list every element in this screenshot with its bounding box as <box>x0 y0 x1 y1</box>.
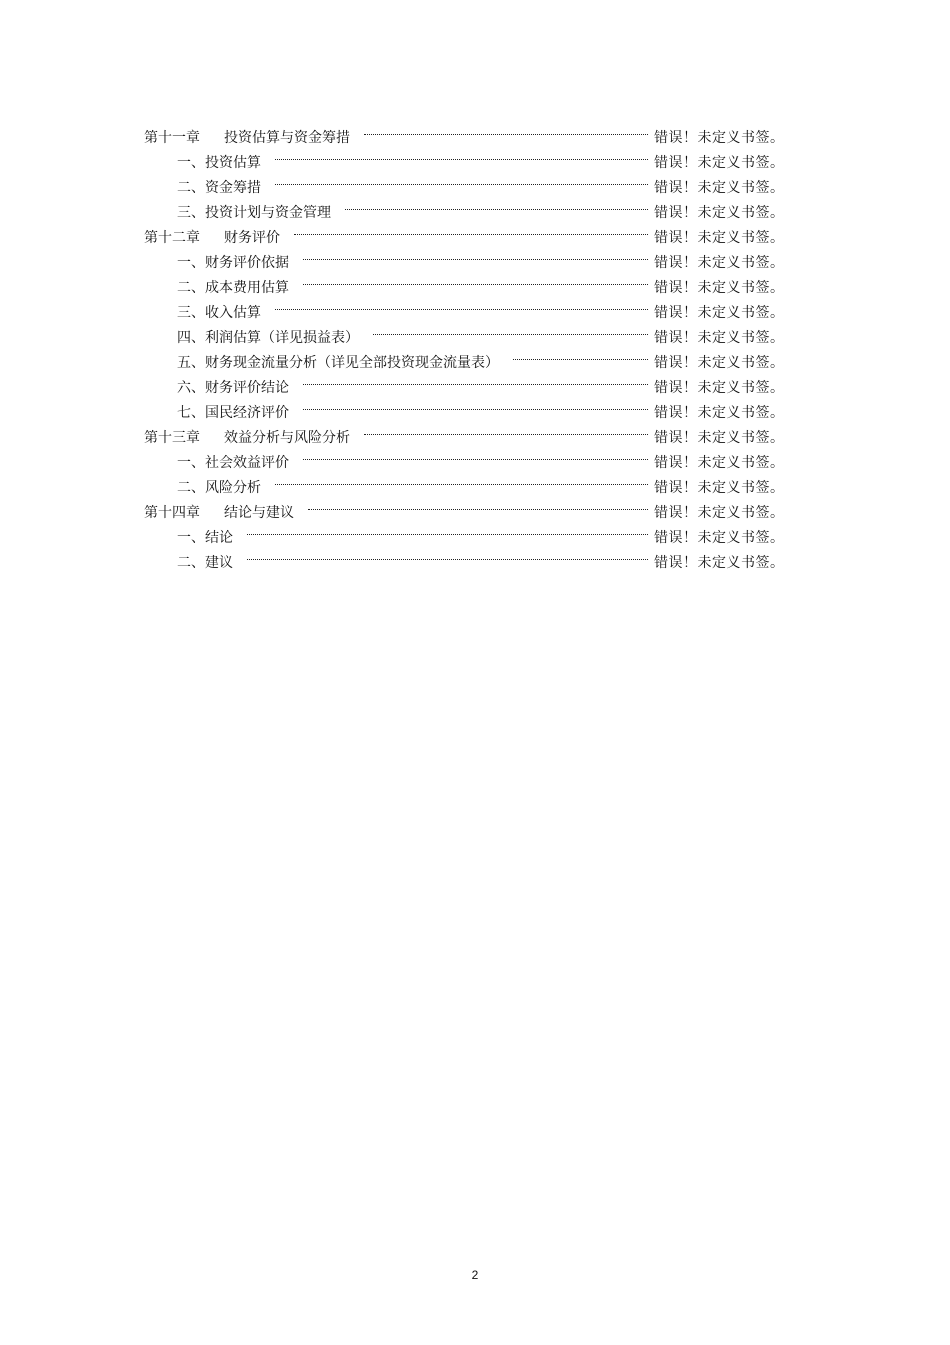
dot-leader <box>275 167 648 192</box>
toc-page-ref: 错误！未定义书签。 <box>654 330 785 346</box>
dot-leader <box>303 392 648 417</box>
chapter-title: 财务评价 <box>224 230 280 246</box>
dot-leader <box>303 242 648 267</box>
chapter-number: 第十一章 <box>144 130 200 146</box>
toc-entry-title: 一、社会效益评价 <box>177 455 289 471</box>
toc-page-ref: 错误！未定义书签。 <box>654 230 785 246</box>
toc-entry-title: 六、财务评价结论 <box>177 380 289 396</box>
toc-entry-title: 一、结论 <box>177 530 233 546</box>
chapter-title: 效益分析与风险分析 <box>224 430 350 446</box>
toc-page-ref: 错误！未定义书签。 <box>654 280 785 296</box>
toc-entry-title: 七、国民经济评价 <box>177 405 289 421</box>
toc-entry-title: 二、建议 <box>177 555 233 571</box>
toc-page-ref: 错误！未定义书签。 <box>654 205 785 221</box>
toc-page-ref: 错误！未定义书签。 <box>654 380 785 396</box>
chapter-title: 投资估算与资金筹措 <box>224 130 350 146</box>
toc-page-ref: 错误！未定义书签。 <box>654 530 785 546</box>
toc-entry-title: 二、成本费用估算 <box>177 280 289 296</box>
dot-leader <box>275 467 648 492</box>
dot-leader <box>364 117 648 142</box>
dot-leader <box>303 442 648 467</box>
dot-leader <box>364 417 648 442</box>
toc-entry-title: 五、财务现金流量分析（详见全部投资现金流量表） <box>177 355 499 371</box>
toc-entry-title: 一、财务评价依据 <box>177 255 289 271</box>
chapter-title: 结论与建议 <box>224 505 294 521</box>
dot-leader <box>275 292 648 317</box>
dot-leader <box>303 267 648 292</box>
toc-page-ref: 错误！未定义书签。 <box>654 405 785 421</box>
chapter-number: 第十三章 <box>144 430 200 446</box>
toc-entry-title: 三、收入估算 <box>177 305 261 321</box>
dot-leader <box>275 142 648 167</box>
toc-entry-title: 二、资金筹措 <box>177 180 261 196</box>
toc-chapter-row[interactable] <box>144 117 785 146</box>
toc-entry-title: 一、投资估算 <box>177 155 261 171</box>
dot-leader <box>247 517 648 542</box>
chapter-number: 第十二章 <box>144 230 200 246</box>
dot-leader <box>373 317 648 342</box>
toc-page-ref: 错误！未定义书签。 <box>654 355 785 371</box>
toc-page-ref: 错误！未定义书签。 <box>654 480 785 496</box>
table-of-contents <box>144 117 785 571</box>
dot-leader <box>345 192 648 217</box>
toc-page-ref: 错误！未定义书签。 <box>654 430 785 446</box>
toc-page-ref: 错误！未定义书签。 <box>654 180 785 196</box>
toc-page-ref: 错误！未定义书签。 <box>654 155 785 171</box>
dot-leader <box>294 217 648 242</box>
toc-entry-title: 四、利润估算（详见损益表） <box>177 330 359 346</box>
toc-page-ref: 错误！未定义书签。 <box>654 130 785 146</box>
toc-entry-title: 三、投资计划与资金管理 <box>177 205 331 221</box>
toc-page-ref: 错误！未定义书签。 <box>654 555 785 571</box>
toc-entry-title <box>144 226 280 251</box>
toc-page-ref: 错误！未定义书签。 <box>654 505 785 521</box>
toc-page-ref: 错误！未定义书签。 <box>654 455 785 471</box>
dot-leader <box>308 492 648 517</box>
dot-leader <box>513 342 648 367</box>
chapter-number: 第十四章 <box>144 505 200 521</box>
toc-entry-title: 二、风险分析 <box>177 480 261 496</box>
page-number: 2 <box>471 1268 479 1282</box>
toc-page-ref: 错误！未定义书签。 <box>654 305 785 321</box>
dot-leader <box>303 367 648 392</box>
toc-page-ref: 错误！未定义书签。 <box>654 255 785 271</box>
dot-leader <box>247 542 648 567</box>
